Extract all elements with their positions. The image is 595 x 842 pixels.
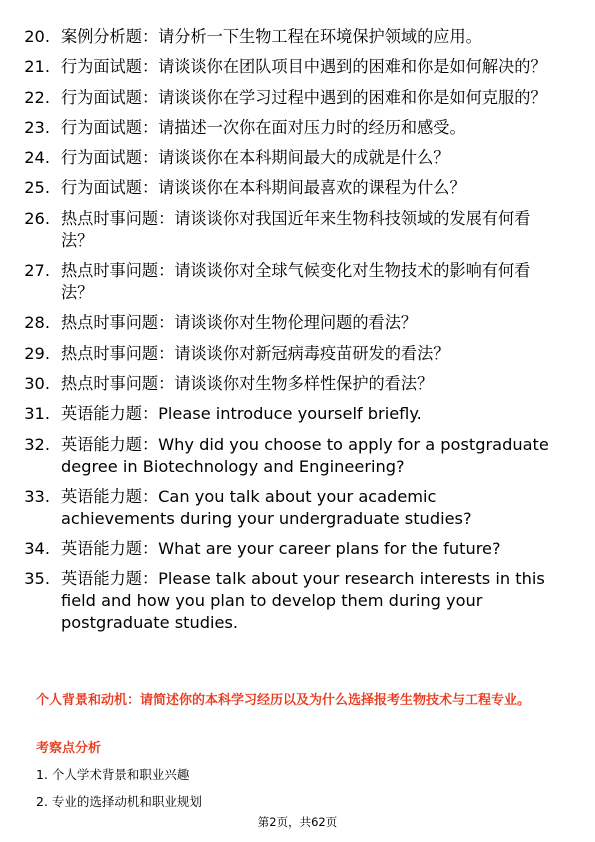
question-item [0, 373, 595, 395]
question-text: 请谈谈你对生物伦理问题的看法？ [174, 313, 418, 333]
question-item [0, 26, 595, 48]
question-number: 31. [24, 404, 50, 424]
question-category: 英语能力题 [61, 569, 142, 589]
question-separator: ： [141, 178, 159, 198]
question-item [0, 147, 595, 169]
page-footer: 第2页，共62页 [257, 815, 338, 829]
question-separator: ： [141, 434, 159, 454]
question-text: Please introduce yourself briefly. [158, 404, 422, 424]
question-item [0, 434, 595, 478]
question-separator: ： [141, 486, 159, 506]
question-text: 请谈谈你在本科期间最喜欢的课程为什么？ [158, 178, 466, 198]
question-separator: ： [141, 569, 159, 589]
question-number: 29. [24, 343, 50, 363]
question-number: 35. [24, 569, 50, 589]
question-separator: ： [158, 208, 175, 228]
question-category: 英语能力题 [61, 539, 142, 559]
question-category: 行为面试题 [61, 178, 142, 198]
question-separator: ： [141, 117, 159, 137]
analysis-heading: 考察点分析 [36, 741, 102, 756]
question-text: 请谈谈你对我国近年来生物科技领域的发展有何看法？ [61, 208, 531, 250]
question-text: 请描述一次你在面对压力时的经历和感受。 [158, 117, 466, 137]
question-text: 请谈谈你在学习过程中遇到的困难和你是如何克服的？ [158, 87, 547, 107]
question-number: 28. [24, 313, 50, 333]
question-item [0, 486, 595, 530]
question-separator: ： [158, 343, 175, 363]
question-text: Please talk about your research interests in this field and how you plan to develop them during your postgraduate studies. [61, 569, 545, 633]
question-number: 27. [24, 261, 50, 281]
question-item [0, 208, 595, 252]
question-number: 23. [24, 117, 50, 137]
question-category: 热点时事问题 [61, 373, 159, 393]
analysis-point: 2. 专业的选择动机和职业规划 [36, 794, 202, 809]
question-category: 行为面试题 [61, 148, 142, 168]
question-item [0, 343, 595, 365]
question-separator: ： [141, 57, 159, 77]
question-separator: ： [158, 261, 175, 281]
question-category: 案例分析题 [61, 27, 142, 46]
question-number: 21. [24, 57, 50, 77]
question-text: 请谈谈你在本科期间最大的成就是什么？ [158, 148, 450, 168]
question-item [0, 312, 595, 334]
question-item [0, 538, 595, 560]
analysis-points [36, 766, 202, 820]
question-text: 请谈谈你对生物多样性保护的看法？ [174, 373, 434, 393]
question-category: 行为面试题 [61, 87, 142, 107]
question-separator: ： [141, 27, 159, 46]
question-number: 33. [24, 486, 50, 506]
question-item [0, 260, 595, 304]
question-number: 22. [24, 87, 50, 107]
question-category: 英语能力题 [61, 486, 142, 506]
question-text: 请谈谈你对全球气候变化对生物技术的影响有何看法？ [61, 261, 531, 303]
analysis-point: 1. 个人学术背景和职业兴趣 [36, 767, 190, 782]
question-item [0, 56, 595, 78]
question-item [0, 568, 595, 634]
question-text: Can you talk about your academic achievements during your undergraduate studies? [61, 486, 472, 528]
question-category: 热点时事问题 [61, 313, 159, 333]
question-category: 英语能力题 [61, 434, 142, 454]
question-number: 32. [24, 434, 50, 454]
question-separator: ： [141, 148, 159, 168]
question-category: 行为面试题 [61, 57, 142, 77]
question-number: 24. [24, 148, 50, 168]
question-item [0, 177, 595, 199]
question-separator: ： [141, 87, 159, 107]
question-number: 20. [24, 27, 50, 46]
question-number: 25. [24, 178, 50, 198]
question-category: 热点时事问题 [61, 343, 159, 363]
question-list [0, 26, 595, 643]
highlighted-question: 个人背景和动机：请简述你的本科学习经历以及为什么选择报考生物技术与工程专业。 [36, 693, 531, 708]
question-separator: ： [141, 404, 159, 424]
question-item [0, 87, 595, 109]
question-text: Why did you choose to apply for a postgraduate degree in Biotechnology and Engineering? [61, 434, 549, 476]
question-text: 请谈谈你在团队项目中遇到的困难和你是如何解决的？ [158, 57, 547, 77]
question-text: What are your career plans for the future? [158, 539, 501, 559]
question-category: 热点时事问题 [61, 208, 159, 228]
question-separator: ： [141, 539, 159, 559]
question-text: 请分析一下生物工程在环境保护领域的应用。 [158, 27, 482, 46]
question-text: 请谈谈你对新冠病毒疫苗研发的看法？ [174, 343, 450, 363]
question-number: 26. [24, 208, 50, 228]
question-category: 热点时事问题 [61, 261, 159, 281]
question-separator: ： [158, 373, 175, 393]
question-item [0, 117, 595, 139]
question-number: 34. [24, 539, 50, 559]
question-item [0, 403, 595, 425]
question-category: 行为面试题 [61, 117, 142, 137]
question-number: 30. [24, 373, 50, 393]
question-category: 英语能力题 [61, 404, 142, 424]
question-separator: ： [158, 313, 175, 333]
